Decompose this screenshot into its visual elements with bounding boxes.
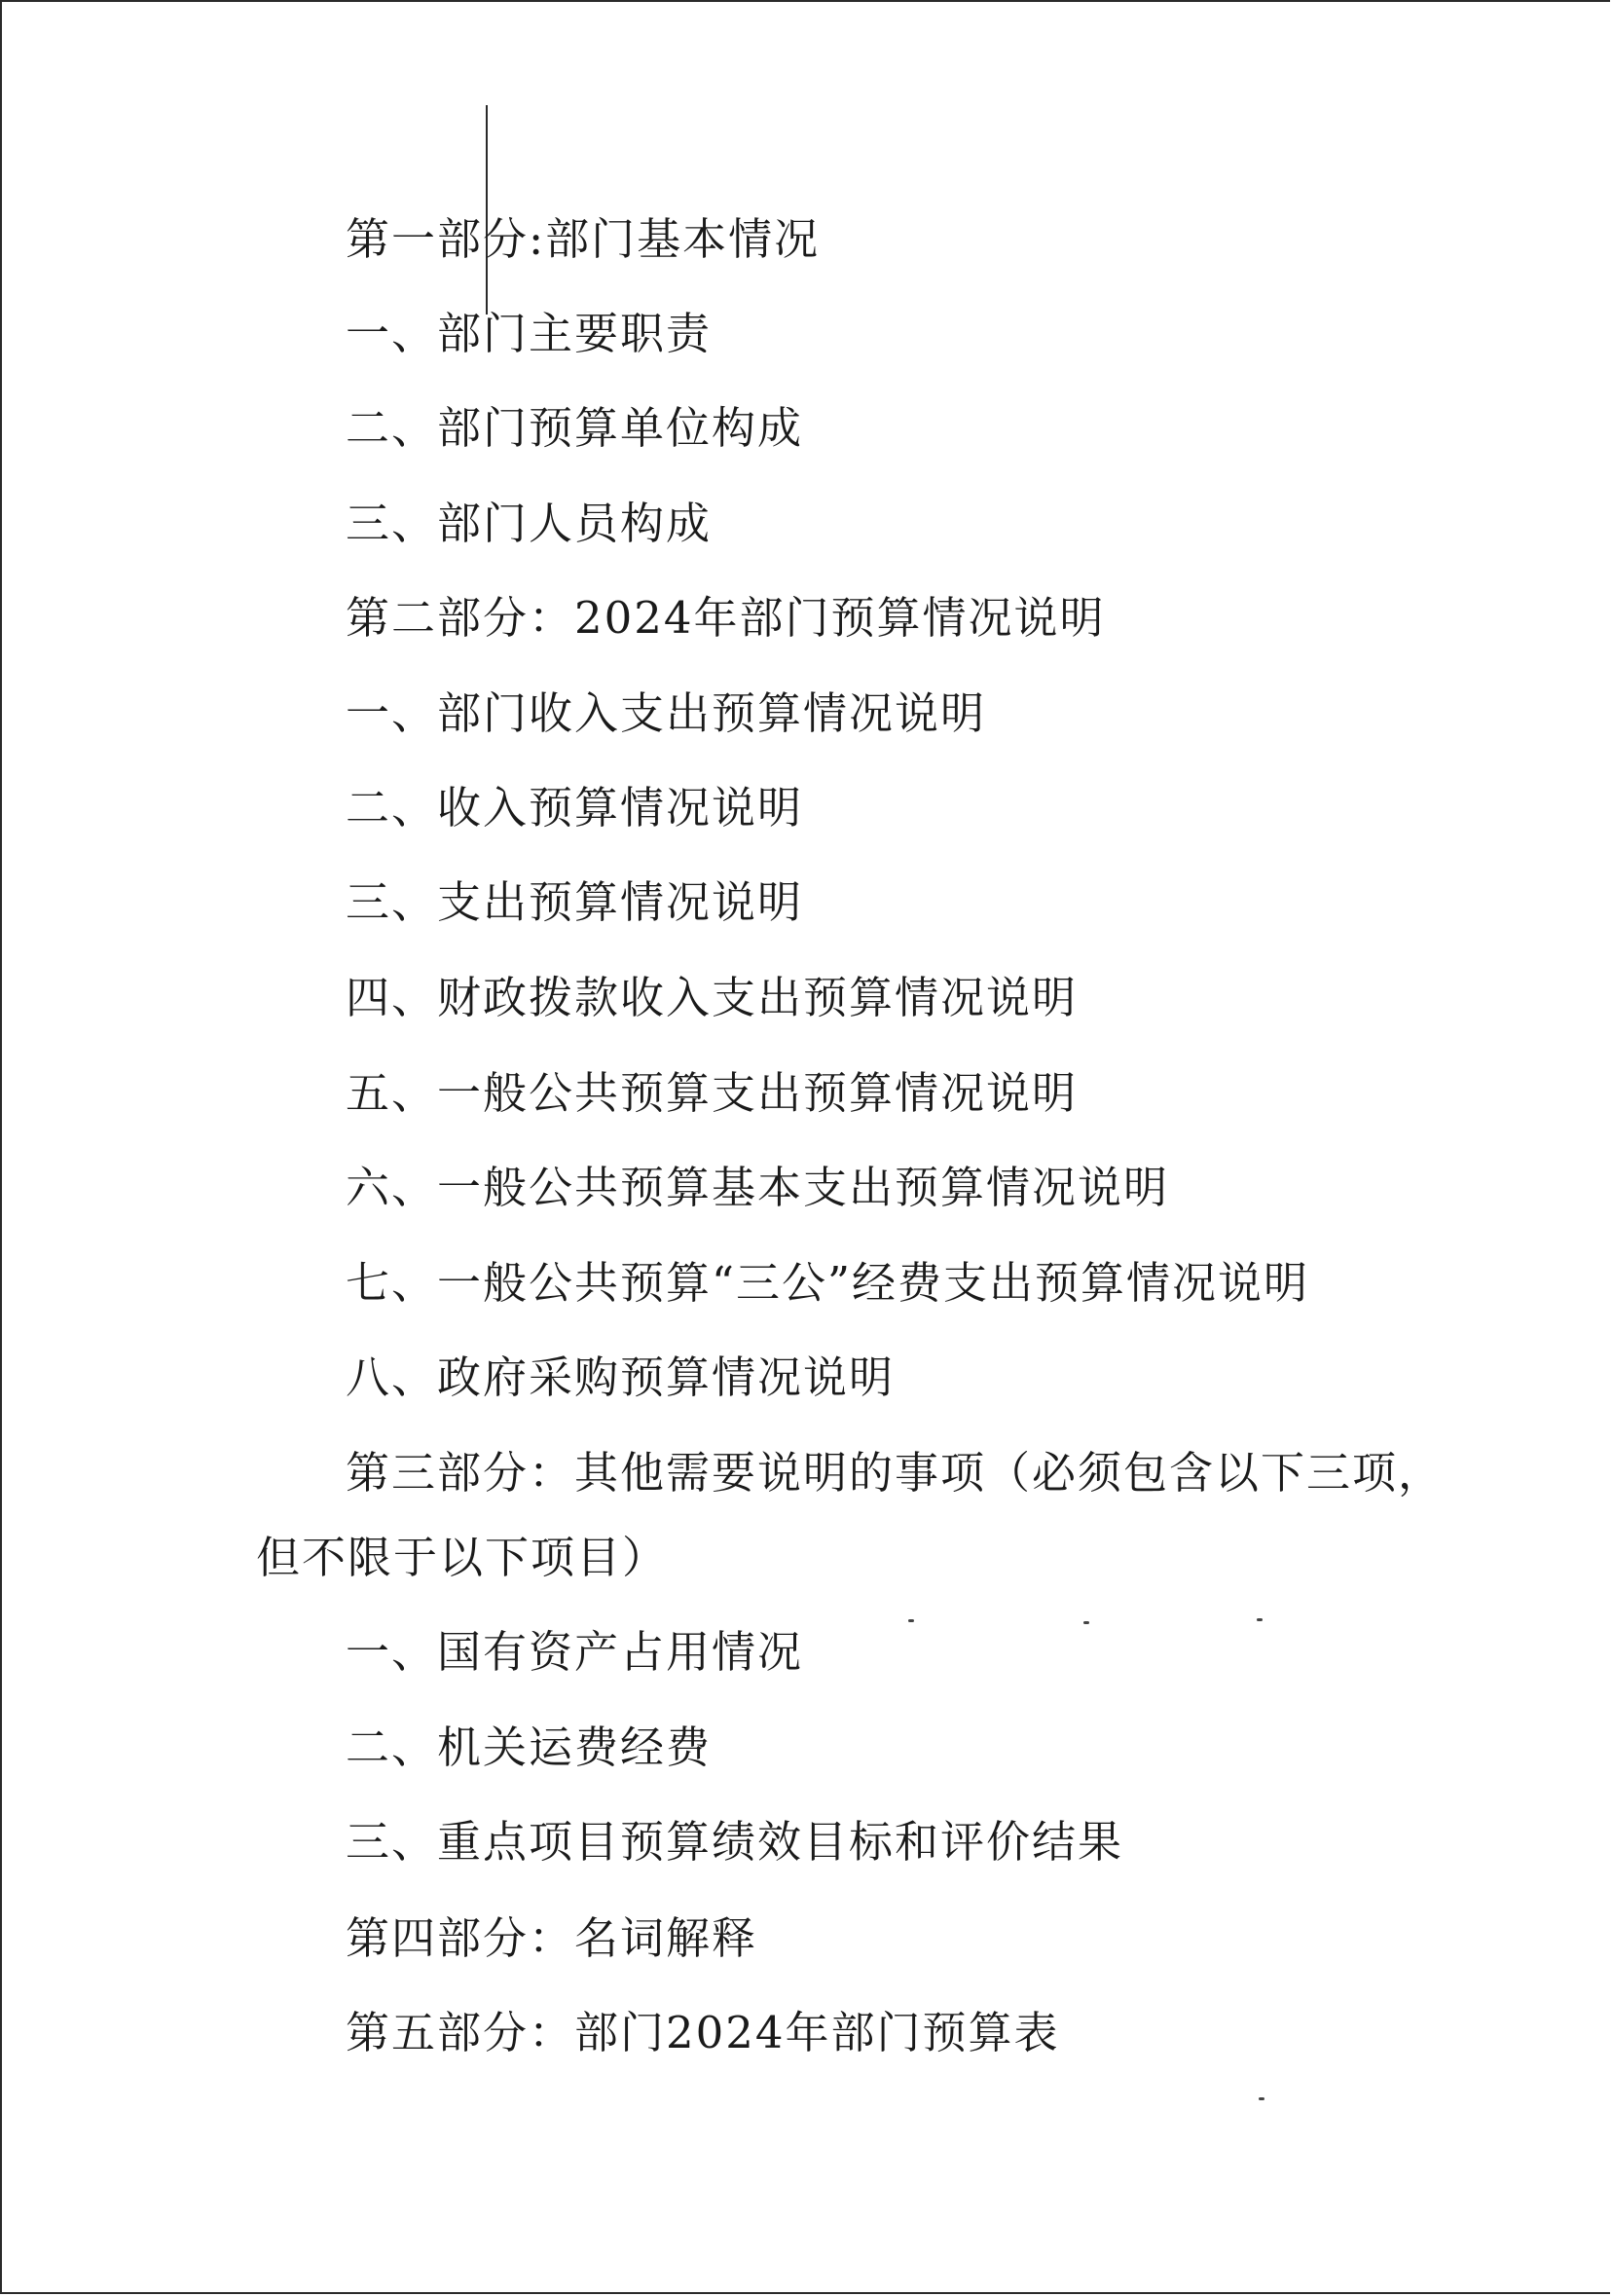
toc-item: 三、支出预算情况说明 <box>346 876 804 928</box>
toc-item: 一、部门收入支出预算情况说明 <box>346 687 987 739</box>
toc-item: 八、政府采购预算情况说明 <box>346 1352 896 1403</box>
toc-part-1-heading: 第一部分:部门基本情况 <box>346 213 821 265</box>
toc-item: 二、收入预算情况说明 <box>346 782 804 833</box>
toc-item: 七、一般公共预算“三公”经费支出预算情况说明 <box>346 1257 1310 1309</box>
toc-item: 一、国有资产占用情况 <box>346 1626 804 1678</box>
toc-part-3-heading: 第三部分：其他需要说明的事项（必须包含以下三项， <box>346 1447 1445 1499</box>
toc-part-4-heading: 第四部分：名词解释 <box>346 1912 758 1964</box>
toc-item: 二、机关运费经费 <box>346 1722 713 1773</box>
toc-part-3-heading-continuation: 但不限于以下项目） <box>256 1532 669 1583</box>
scan-speck <box>1259 2097 1264 2100</box>
toc-item: 二、部门预算单位构成 <box>346 402 804 454</box>
toc-part-5-heading: 第五部分：部门2024年部门预算表 <box>346 2007 1060 2058</box>
toc-item: 五、一般公共预算支出预算情况说明 <box>346 1067 1079 1119</box>
scan-speck <box>1083 1621 1089 1624</box>
toc-item: 三、部门人员构成 <box>346 498 713 549</box>
scan-speck <box>1257 1618 1263 1621</box>
toc-item: 一、部门主要职责 <box>346 308 713 359</box>
toc-item: 六、一般公共预算基本支出预算情况说明 <box>346 1162 1170 1213</box>
toc-item: 四、财政拨款收入支出预算情况说明 <box>346 972 1079 1023</box>
toc-item: 三、重点项目预算绩效目标和评价结果 <box>346 1816 1124 1868</box>
scan-speck <box>908 1619 914 1622</box>
toc-part-2-heading: 第二部分：2024年部门预算情况说明 <box>346 592 1106 644</box>
